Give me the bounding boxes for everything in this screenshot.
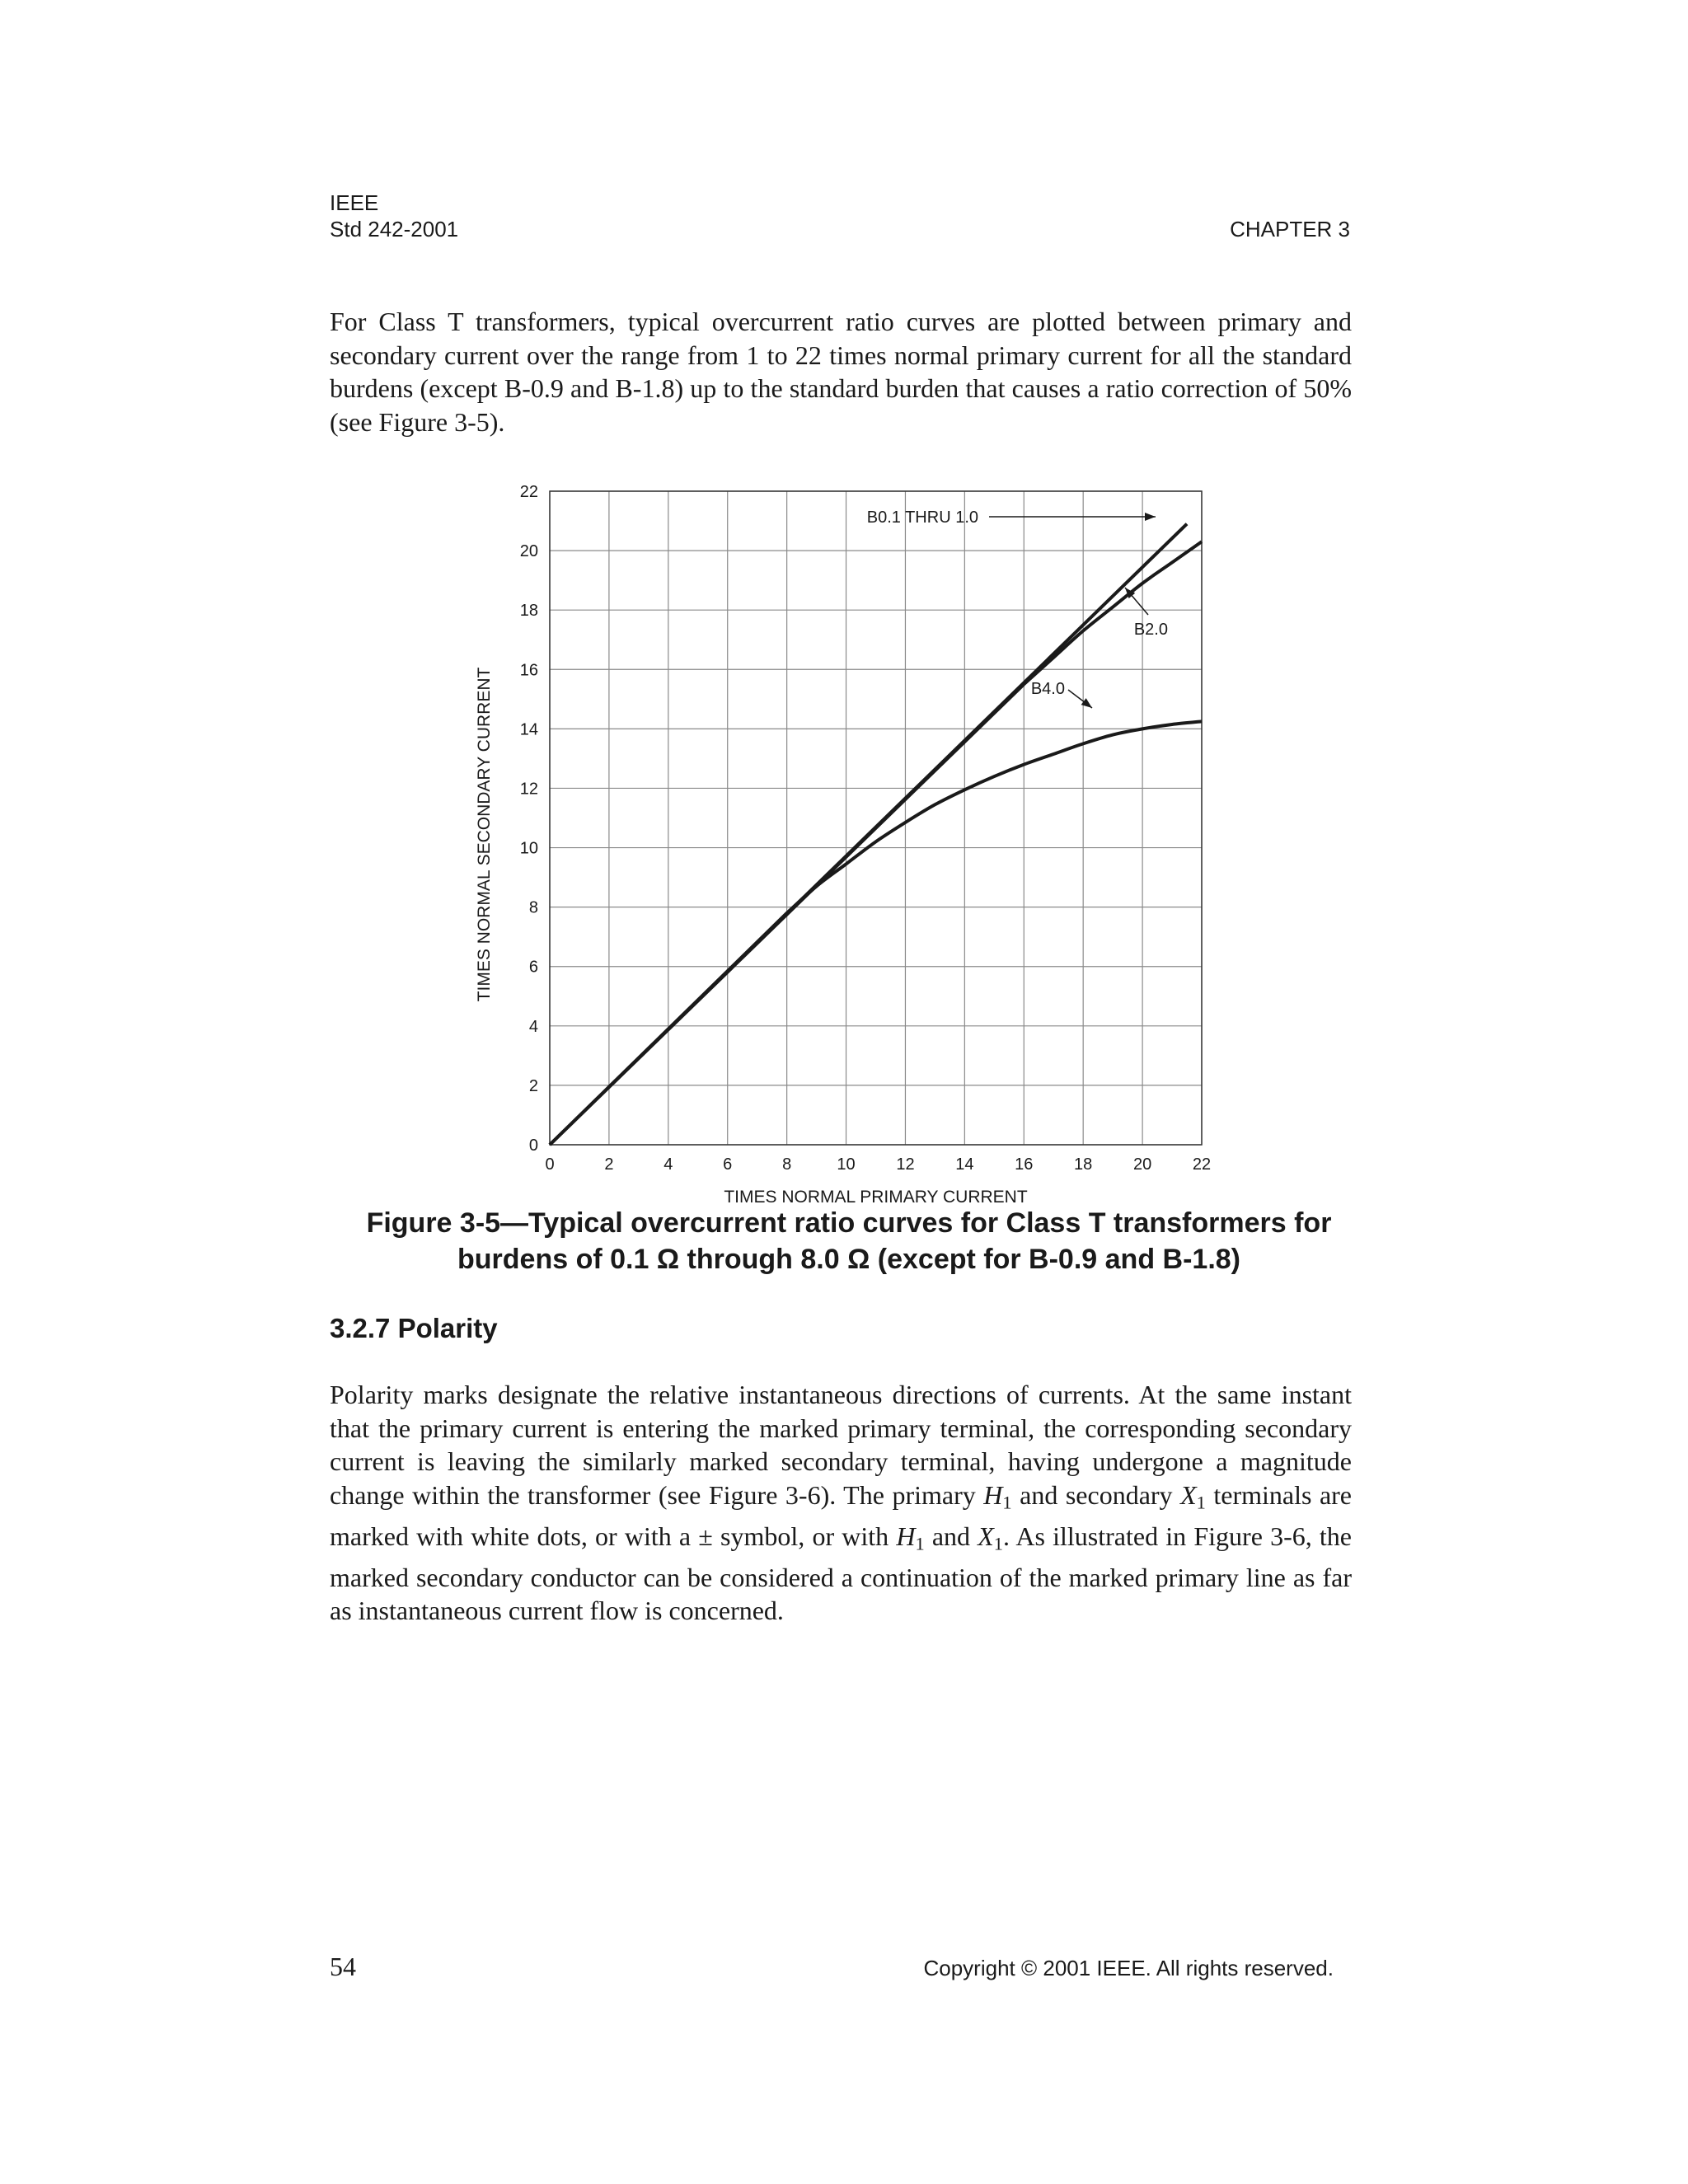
y-tick-label: 0	[528, 1137, 538, 1155]
intro-paragraph: For Class T transformers, typical overcurrent ratio curves are plotted between primary and secondary current over the range from 1 to 22 times normal primary current for all the standard burdens (except B-0.9 and B-1.8) up to the standard burden that causes a ratio correction of 50% (see Figure 3-5).	[330, 307, 1352, 437]
y-tick-label: 16	[519, 661, 538, 680]
chart-annotations	[867, 509, 1168, 708]
y-tick-label: 14	[519, 720, 538, 739]
x-axis-label: TIMES NORMAL PRIMARY CURRENT	[724, 1188, 1028, 1207]
symbol-h: H	[896, 1521, 916, 1551]
y-axis-label: TIMES NORMAL SECONDARY CURRENT	[475, 667, 494, 1002]
subscript-1: 1	[993, 1533, 1003, 1554]
x-tick-label: 10	[837, 1155, 856, 1174]
x-tick-label: 0	[545, 1155, 555, 1174]
symbol-x: X	[1180, 1479, 1197, 1510]
subscript-1: 1	[1002, 1492, 1012, 1513]
page-number: 54	[330, 1952, 356, 1981]
section-heading: 3.2.7 Polarity	[330, 1313, 498, 1343]
polarity-paragraph	[330, 1378, 1352, 1628]
x-tick-label: 6	[723, 1155, 733, 1174]
overcurrent-ratio-chart	[462, 471, 1212, 1207]
y-tick-label: 6	[528, 958, 538, 977]
series-line-b4-0	[550, 721, 1202, 1145]
annotation-label: B4.0	[1030, 680, 1065, 698]
y-tick-label: 2	[528, 1076, 538, 1095]
x-tick-label: 12	[896, 1155, 915, 1174]
annotation-arrowhead	[1145, 513, 1156, 521]
y-tick-labels	[520, 483, 538, 1155]
header-org: IEEE	[330, 190, 379, 215]
caption-line-1: Figure 3-5—Typical overcurrent ratio curves for Class T transformers for	[366, 1207, 1332, 1239]
y-tick-label: 20	[519, 542, 538, 561]
figure-caption	[272, 1205, 1426, 1277]
x-tick-labels	[545, 1155, 1211, 1174]
x-tick-label: 16	[1015, 1155, 1034, 1174]
y-tick-label: 8	[528, 898, 538, 917]
y-tick-label: 12	[519, 780, 538, 799]
symbol-x: X	[978, 1521, 994, 1551]
polarity-text-1: Polarity marks designate the relative instantaneous directions of currents. At the same instant that the primary current is entering the marked primary terminal, the corresponding secondary current is leaving the similarly marked secondary terminal, having undergone a magnitude change within the transformer (see Figure 3-6). The primary	[330, 1380, 1352, 1510]
polarity-text-5: . As illustrated in Figure 3-6, the marked secondary conductor can be considered a continuation of the marked primary line as far as instantaneous current flow is concerned.	[330, 1521, 1353, 1626]
header-chapter: CHAPTER 3	[1230, 217, 1350, 241]
x-tick-label: 18	[1074, 1155, 1093, 1174]
polarity-text-4: and	[924, 1521, 978, 1551]
x-tick-label: 2	[604, 1155, 614, 1174]
polarity-text-2: and secondary	[1011, 1479, 1181, 1510]
annotation-label: B2.0	[1133, 621, 1168, 639]
caption-line-2: burdens of 0.1 Ω through 8.0 Ω (except for B-0.9 and B-1.8)	[457, 1244, 1240, 1275]
header-standard-number: Std 242-2001	[330, 217, 459, 241]
y-tick-label: 18	[519, 602, 538, 621]
annotation-label: B0.1 THRU 1.0	[866, 509, 978, 527]
subscript-1: 1	[1196, 1492, 1206, 1513]
subscript-1: 1	[915, 1533, 925, 1554]
x-tick-label: 8	[782, 1155, 792, 1174]
copyright-notice: Copyright © 2001 IEEE. All rights reserved.	[923, 1956, 1334, 1980]
x-tick-label: 22	[1192, 1155, 1212, 1174]
y-tick-label: 22	[519, 483, 538, 501]
x-tick-label: 20	[1132, 1155, 1152, 1174]
chart-grid	[550, 491, 1202, 1145]
chart-series	[550, 524, 1202, 1145]
x-tick-label: 4	[663, 1155, 673, 1174]
y-tick-label: 4	[528, 1017, 538, 1036]
plot-frame	[550, 491, 1202, 1145]
running-header-left	[330, 190, 458, 242]
y-tick-label: 10	[519, 839, 538, 858]
x-tick-label: 14	[955, 1155, 974, 1174]
polarity-text-3: terminals are marked with white dots, or with a ± symbol, or with	[330, 1479, 1353, 1551]
symbol-h: H	[983, 1479, 1003, 1510]
